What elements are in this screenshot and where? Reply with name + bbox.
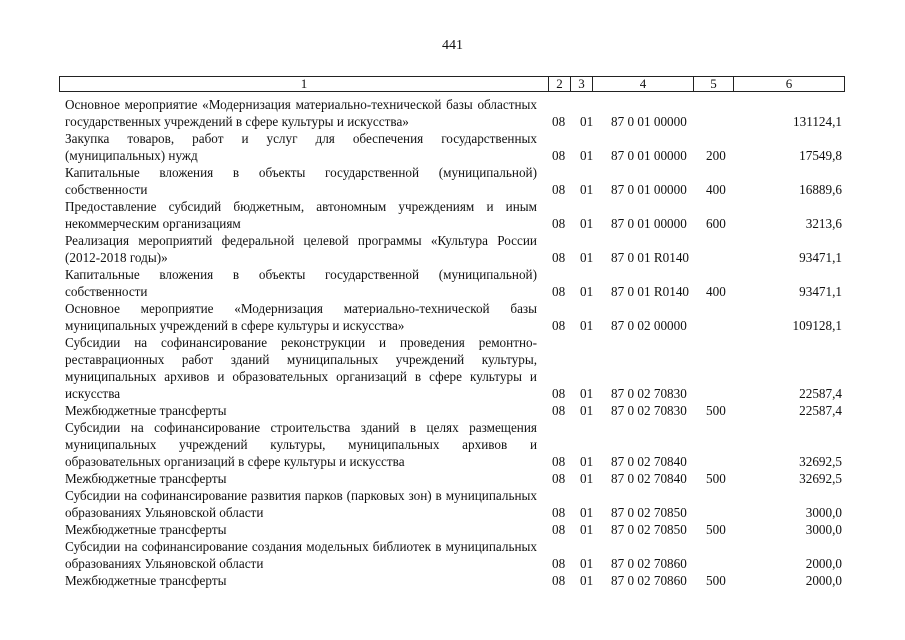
row-target-article-code: 87 0 01 00000: [611, 148, 687, 163]
row-description: Капитальные вложения в объекты государственной (муниципальной) собственности: [65, 267, 537, 299]
table-row: [0, 164, 905, 198]
table-row: [0, 130, 905, 164]
row-subsection-code: 01: [580, 556, 594, 571]
row-target-article-code: 87 0 02 70850: [611, 505, 687, 520]
column-header-4: 4: [593, 77, 694, 91]
row-section-code: 08: [552, 148, 566, 163]
row-subsection-code: 01: [580, 522, 594, 537]
row-description: Капитальные вложения в объекты государственной (муниципальной) собственности: [65, 165, 537, 197]
column-header-3: 3: [571, 77, 593, 91]
row-subsection-code: 01: [580, 250, 594, 265]
row-amount: 16889,6: [799, 182, 842, 197]
row-target-article-code: 87 0 02 70830: [611, 386, 687, 401]
table-row: [0, 198, 905, 232]
row-description: Межбюджетные трансферты: [65, 403, 227, 418]
row-amount: 22587,4: [799, 403, 842, 418]
row-amount: 17549,8: [799, 148, 842, 163]
row-amount: 93471,1: [799, 250, 842, 265]
row-target-article-code: 87 0 01 00000: [611, 216, 687, 231]
row-target-article-code: 87 0 02 00000: [611, 318, 687, 333]
column-header-2: 2: [549, 77, 571, 91]
table-row: [0, 487, 905, 521]
row-section-code: 08: [552, 522, 566, 537]
row-subsection-code: 01: [580, 573, 594, 588]
column-header-5: 5: [694, 77, 734, 91]
row-description: Межбюджетные трансферты: [65, 522, 227, 537]
table-row: [0, 419, 905, 470]
row-subsection-code: 01: [580, 403, 594, 418]
row-amount: 2000,0: [805, 556, 842, 571]
row-section-code: 08: [552, 216, 566, 231]
page-number: 441: [442, 38, 463, 53]
row-description: Основное мероприятие «Модернизация материально-технической базы областных государственных учреждений в сфере культуры и искусства»: [65, 97, 537, 129]
budget-table-body: [0, 96, 905, 589]
row-section-code: 08: [552, 182, 566, 197]
row-description: Межбюджетные трансферты: [65, 471, 227, 486]
row-target-article-code: 87 0 02 70830: [611, 403, 687, 418]
row-amount: 2000,0: [805, 573, 842, 588]
table-row: [0, 300, 905, 334]
row-section-code: 08: [552, 318, 566, 333]
row-description: Субсидии на софинансирование реконструкции и проведения ремонтно-реставрационных работ зданий муниципальных учреждений культуры, муниципальных архивов и образовательных организаций в сфере культуры и искусства: [65, 335, 537, 401]
row-section-code: 08: [552, 403, 566, 418]
row-section-code: 08: [552, 386, 566, 401]
row-subsection-code: 01: [580, 318, 594, 333]
row-description: Предоставление субсидий бюджетным, автономным учреждениям и иным некоммерческим организациям: [65, 199, 537, 231]
row-target-article-code: 87 0 02 70840: [611, 471, 687, 486]
row-description: Субсидии на софинансирование развития парков (парковых зон) в муниципальных образованиях Ульяновской области: [65, 488, 537, 520]
row-expense-type-code: 500: [706, 471, 726, 486]
row-description: Субсидии на софинансирование создания модельных библиотек в муниципальных образованиях Ульяновской области: [65, 539, 537, 571]
row-amount: 131124,1: [793, 114, 842, 129]
row-section-code: 08: [552, 573, 566, 588]
row-expense-type-code: 400: [706, 284, 726, 299]
row-target-article-code: 87 0 02 70840: [611, 454, 687, 469]
table-row: [0, 266, 905, 300]
row-amount: 109128,1: [792, 318, 842, 333]
row-section-code: 08: [552, 505, 566, 520]
row-expense-type-code: 400: [706, 182, 726, 197]
column-header-6: 6: [785, 76, 793, 91]
row-description: Субсидии на софинансирование строительства зданий в целях размещения муниципальных учреждений культуры, муниципальных архивов и образовательных организаций в сфере культуры и искусства: [65, 420, 537, 469]
row-amount: 3000,0: [805, 522, 842, 537]
row-amount: 22587,4: [799, 386, 842, 401]
row-expense-type-code: 200: [706, 148, 726, 163]
row-section-code: 08: [552, 114, 566, 129]
row-section-code: 08: [552, 454, 566, 469]
row-subsection-code: 01: [580, 216, 594, 231]
row-description: Реализация мероприятий федеральной целевой программы «Культура России (2012-2018 годы)»: [65, 233, 537, 265]
row-amount: 3213,6: [805, 216, 842, 231]
row-target-article-code: 87 0 02 70860: [611, 573, 687, 588]
row-section-code: 08: [552, 471, 566, 486]
row-expense-type-code: 500: [706, 403, 726, 418]
row-subsection-code: 01: [580, 148, 594, 163]
row-section-code: 08: [552, 250, 566, 265]
table-row: [0, 334, 905, 402]
table-column-header: [59, 76, 845, 92]
row-subsection-code: 01: [580, 471, 594, 486]
row-subsection-code: 01: [580, 182, 594, 197]
row-target-article-code: 87 0 02 70850: [611, 522, 687, 537]
row-subsection-code: 01: [580, 114, 594, 129]
row-target-article-code: 87 0 01 R0140: [611, 284, 690, 299]
row-subsection-code: 01: [580, 505, 594, 520]
table-row: [0, 538, 905, 572]
row-section-code: 08: [552, 284, 566, 299]
row-description: Межбюджетные трансферты: [65, 573, 227, 588]
row-description: Основное мероприятие «Модернизация материально-технической базы муниципальных учреждений в сфере культуры и искусства»: [65, 301, 537, 333]
row-section-code: 08: [552, 556, 566, 571]
row-subsection-code: 01: [580, 386, 594, 401]
table-row: [0, 572, 905, 589]
table-row: [0, 96, 905, 130]
row-target-article-code: 87 0 01 00000: [611, 114, 687, 129]
row-subsection-code: 01: [580, 284, 594, 299]
row-amount: 32692,5: [799, 454, 842, 469]
table-row: [0, 470, 905, 487]
row-subsection-code: 01: [580, 454, 594, 469]
row-target-article-code: 87 0 02 70860: [611, 556, 687, 571]
row-description: Закупка товаров, работ и услуг для обеспечения государственных (муниципальных) нужд: [65, 131, 537, 163]
row-target-article-code: 87 0 01 R0140: [611, 250, 690, 265]
row-expense-type-code: 500: [706, 522, 726, 537]
row-expense-type-code: 500: [706, 573, 726, 588]
table-row: [0, 521, 905, 538]
table-row: [0, 232, 905, 266]
row-expense-type-code: 600: [706, 216, 726, 231]
row-amount: 93471,1: [799, 284, 842, 299]
column-header-1: 1: [60, 77, 549, 91]
row-target-article-code: 87 0 01 00000: [611, 182, 687, 197]
table-row: [0, 402, 905, 419]
row-amount: 3000,0: [805, 505, 842, 520]
row-amount: 32692,5: [799, 471, 842, 486]
